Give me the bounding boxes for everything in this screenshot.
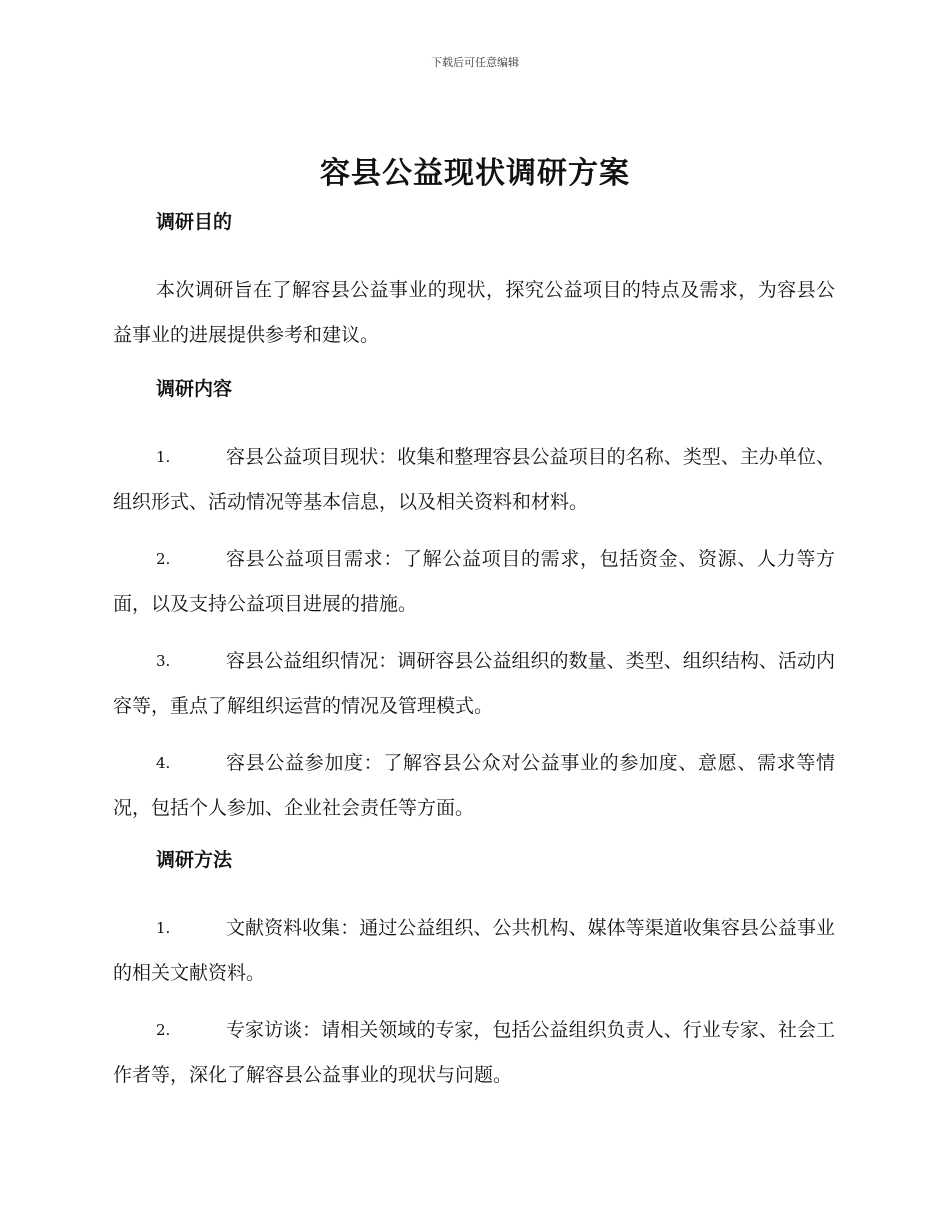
- list-number: 2.: [156, 1021, 171, 1039]
- section-heading-method: 调研方法: [156, 849, 233, 871]
- header-note: 下载后可任意编辑: [431, 56, 519, 69]
- section-heading-content: 调研内容: [156, 378, 233, 400]
- list-item: [113, 639, 835, 729]
- section-heading-purpose: 调研目的: [156, 211, 233, 233]
- list-number: 4.: [156, 754, 171, 772]
- list-item: [113, 1008, 835, 1098]
- document-title: 容县公益现状调研方案: [320, 156, 630, 191]
- list-item: [113, 435, 835, 525]
- list-item: [113, 537, 835, 627]
- list-item-text: 容县公益项目现状：收集和整理容县公益项目的名称、类型、主办单位、组织形式、活动情况等基本信息，以及相关资料和材料。: [113, 446, 835, 513]
- list-number: 1.: [156, 919, 171, 937]
- list-item-text: 文献资料收集：通过公益组织、公共机构、媒体等渠道收集容县公益事业的相关文献资料。: [113, 917, 835, 984]
- list-item-text: 容县公益组织情况：调研容县公益组织的数量、类型、组织结构、活动内容等，重点了解组织运营的情况及管理模式。: [113, 650, 835, 717]
- list-item: [113, 741, 835, 831]
- document-body: [113, 205, 835, 1110]
- list-item-text: 容县公益项目需求：了解公益项目的需求，包括资金、资源、人力等方面，以及支持公益项目进展的措施。: [113, 548, 835, 615]
- list-number: 3.: [156, 652, 171, 670]
- list-item-text: 专家访谈：请相关领域的专家，包括公益组织负责人、行业专家、社会工作者等，深化了解容县公益事业的现状与问题。: [113, 1019, 835, 1086]
- list-number: 2.: [156, 550, 171, 568]
- list-number: 1.: [156, 448, 171, 466]
- list-item-text: 容县公益参加度：了解容县公众对公益事业的参加度、意愿、需求等情况，包括个人参加、企业社会责任等方面。: [113, 752, 835, 819]
- list-item: [113, 906, 835, 996]
- purpose-paragraph: 本次调研旨在了解容县公益事业的现状，探究公益项目的特点及需求，为容县公益事业的进展提供参考和建议。: [113, 279, 835, 346]
